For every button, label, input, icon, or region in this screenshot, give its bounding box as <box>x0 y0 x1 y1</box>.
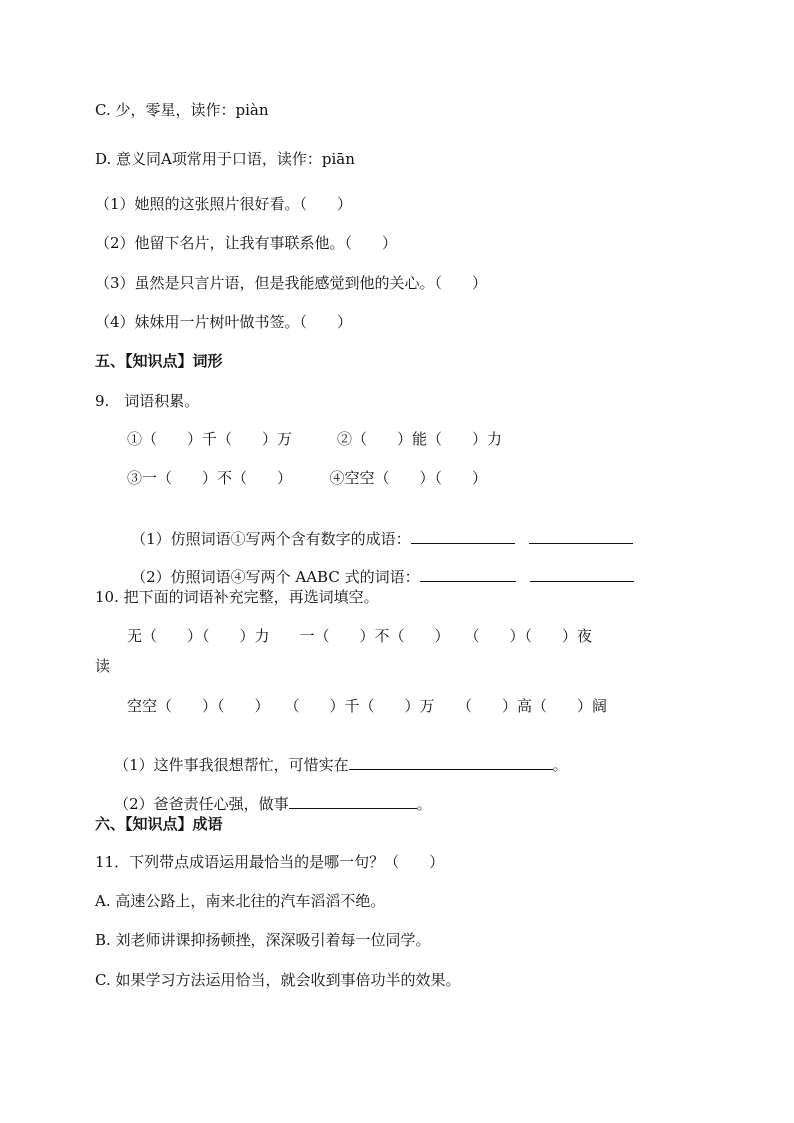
q10-sub-1-text: （1）这件事我很想帮忙，可惜实在 <box>114 756 349 774</box>
q9-sub-1-text: （1）仿照词语①写两个含有数字的成语： <box>131 530 411 548</box>
q11-option-c: C. 如果学习方法运用恰当，就会收到事倍功半的效果。 <box>95 971 461 989</box>
q10-row-2: 空空（ ）（ ） （ ）千（ ）万 （ ）高（ ）阔 <box>127 697 608 715</box>
option-c: C. 少，零星，读作：piàn <box>95 101 269 119</box>
q11-option-a: A. 高速公路上，南来北往的汽车滔滔不绝。 <box>95 892 386 910</box>
q9-title: 9. 词语积累。 <box>95 392 200 410</box>
q8-item-4: （4）妹妹用一片树叶做书签。（ ） <box>95 313 353 331</box>
answer-blank[interactable] <box>289 794 417 809</box>
q8-item-1: （1）她照的这张照片很好看。（ ） <box>95 195 353 213</box>
q9-row-1: ①（ ）千（ ）万 ②（ ）能（ ）力 <box>127 430 503 448</box>
option-d: D. 意义同A项常用于口语，读作：piān <box>95 150 355 168</box>
q9-row-2: ③一（ ）不（ ） ④空空（ ）（ ） <box>127 469 488 487</box>
q10-sub-1-end: 。 <box>552 756 568 774</box>
answer-blank[interactable] <box>420 567 516 582</box>
q10-sub-2-end: 。 <box>416 795 432 813</box>
q8-item-3: （3）虽然是只言片语，但是我能感觉到他的关心。（ ） <box>95 274 488 292</box>
section-6-heading: 六、【知识点】成语 <box>95 815 223 833</box>
q10-sub-2-text: （2）爸爸责任心强，做事 <box>114 795 289 813</box>
q9-sub-2-text: （2）仿照词语④写两个 AABC 式的词语： <box>131 568 420 586</box>
q11-title: 11．下列带点成语运用最恰当的是哪一句？（ ） <box>95 853 445 871</box>
answer-blank[interactable] <box>349 755 553 770</box>
answer-blank[interactable] <box>411 529 515 544</box>
q10-title: 10. 把下面的词语补充完整，再选词填空。 <box>95 588 379 606</box>
answer-blank[interactable] <box>529 529 633 544</box>
q11-option-b: B. 刘老师讲课抑扬顿挫，深深吸引着每一位同学。 <box>95 931 431 949</box>
q10-row-1-wrap: 读 <box>95 657 111 675</box>
answer-blank[interactable] <box>530 567 634 582</box>
q10-row-1: 无（ ）（ ）力 一（ ）不（ ） （ ）（ ）夜 <box>127 627 593 645</box>
section-5-heading: 五、【知识点】词形 <box>95 352 223 370</box>
q8-item-2: （2）他留下名片，让我有事联系他。（ ） <box>95 234 398 252</box>
